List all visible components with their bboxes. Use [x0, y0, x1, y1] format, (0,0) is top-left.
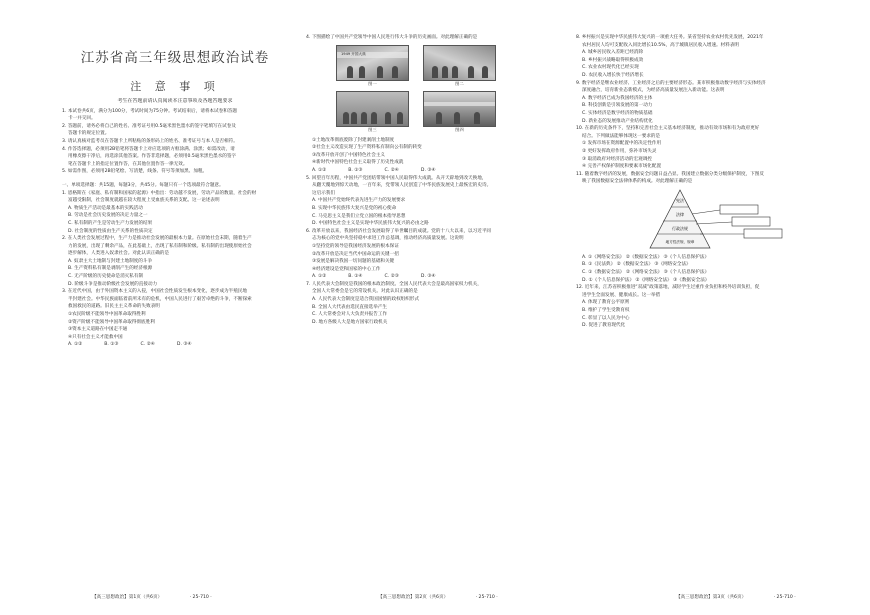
question-text: 7. 人民代表大会制度是我国的根本政治制度。全国人民代表大会是最高国家权力机关，	[306, 281, 482, 287]
question-text: 5. 回望百年历程，中国共产党团结带领中国人民取得伟大成就。从开天辟地到改天换地，	[306, 175, 487, 181]
photo-grid	[336, 45, 496, 133]
option: A. 体现了教育公平原则	[582, 300, 630, 306]
notice-list	[62, 108, 288, 176]
photo-figure-3	[336, 91, 409, 133]
figure-caption: 图二	[455, 80, 464, 86]
option: D. 地方各级人大是地方国家行政机关	[312, 319, 388, 325]
page-footer	[676, 594, 796, 600]
historical-photo	[336, 45, 409, 81]
statement: ②资产阶级不能领导中国革命取得彻底胜利	[68, 319, 155, 325]
footer-label: 【高三思想政治】第1页（共6页）	[92, 595, 163, 600]
answer-choices	[306, 167, 556, 175]
option: B. 劳动是社会历史发展的决定力量之一	[68, 213, 148, 219]
photo-figure-2	[423, 45, 496, 87]
question-text: 11. 随着数字经济的发展，数据安全问题日益凸显。我国建立数据分类分级保护制度，下图反	[576, 171, 764, 177]
question-text: 12. 近年来，江苏省积极推进“双减”政策落地，减轻学生过重作业负担和校外培训负担，促	[576, 285, 760, 291]
question-8	[576, 34, 862, 80]
notice-line: 2. 答题前，请务必将自己的姓名、准考证号用0.5毫米黑色墨水的签字笔填写在试卷及	[62, 123, 236, 129]
question-text: 半封建社会。中华民族面临着前所未有的危机，中国人民进行了艰苦卓绝的斗争，不断探索	[68, 296, 252, 302]
statement: ②改革开放是决定当代中国命运的关键一招	[312, 251, 399, 257]
option: A. ①②	[68, 342, 83, 348]
statement: ④经济建设是党和国家的中心工作	[312, 266, 381, 272]
statement: ④新时代中国特色社会主义取得了历史性成就	[312, 160, 404, 166]
notice-line: 答题卡的规定位置。	[68, 131, 110, 137]
footer-code: · 25-710 ·	[475, 595, 498, 600]
historical-photo	[336, 91, 409, 127]
option: C. ②④	[140, 342, 155, 348]
question-2	[62, 235, 288, 288]
option: D. 农民收入增长快于经济增长	[582, 72, 644, 78]
statement: ③ 取消政府对经济活动的宏观调控	[582, 156, 652, 162]
option: D. ③④	[420, 167, 436, 173]
question-text: 8. 乡村振兴是实现中华民族伟大复兴的一项重大任务。某省坚持农业农村优先发展，2021年	[576, 35, 764, 40]
notice-line: 卡一并交回。	[68, 116, 96, 122]
question-text: 志为核心的党中央坚持稳中求进工作总基调，推动经济高质量发展。这说明	[312, 236, 464, 242]
option: A. ①②	[312, 274, 327, 280]
option: B. 实现中华民族伟大复兴是党的初心使命	[312, 205, 397, 211]
statement: ④ 完善产权保护制度和要素市场化配置	[582, 164, 662, 170]
footer-code: · 25-710 ·	[773, 595, 796, 600]
option: A. 城乡居民收入差距已经消除	[582, 50, 644, 56]
question-text: 这启示我们	[312, 190, 335, 196]
question-1	[62, 190, 288, 236]
pyramid-level: 行政法规	[672, 225, 688, 231]
question-text: 结合。下列做法能够体现这一要求的是	[582, 133, 661, 139]
statement: ①农民阶级不能领导中国革命取得胜利	[68, 312, 146, 318]
question-text: 农村居民人均可支配收入同比增长10.5%，高于城镇居民收入增速。材料表明	[582, 42, 740, 48]
question-11	[576, 171, 862, 285]
option: A. ①②	[312, 167, 327, 173]
option: A. ①《网络安全法》 ②《数据安全法》 ③《个人信息保护法》	[582, 254, 709, 260]
statement: ① 发挥市场在资源配置中的决定性作用	[582, 141, 662, 147]
question-10	[576, 125, 862, 171]
option: D. 社会制度的性质由生产关系的性质决定	[68, 228, 153, 234]
notice-title: 注 意 事 项	[130, 80, 220, 93]
question-text: 10. 在新的历史条件下，坚持和完善社会主义基本经济制度，推动有效市场和有为政府更好	[576, 126, 760, 132]
question-5	[306, 175, 556, 228]
option: B. ①④	[348, 274, 363, 280]
page-2	[296, 0, 566, 615]
page-footer	[92, 594, 212, 600]
statement: ③改革开放开创了中国特色社会主义	[312, 152, 386, 158]
question-text: 进学生全面发展、健康成长。这一举措	[582, 292, 661, 298]
answer-choices	[306, 273, 556, 281]
photo-label: 1949 开国大典	[341, 51, 366, 56]
blank-box-2	[732, 217, 770, 226]
notice-line: 3. 请认真核对监考员在答题卡上所粘贴的条形码上的姓名、准考证号与本人是否相符。	[62, 138, 238, 144]
option: C. 彰显了以人民为中心	[582, 315, 630, 321]
option: B. 乡村振兴战略取得积极成效	[582, 57, 644, 63]
question-text: 从翻天覆地到惊天动地，一百年来，党带领人民创造了中华民族发展史上最恢宏的史诗。	[312, 183, 492, 189]
question-text: 逐步解体，人类进入奴隶社会。对此认识正确的是	[68, 251, 170, 257]
footer-label: 【高三思想政治】第2页（共6页）	[378, 595, 449, 600]
footer-code: · 25-710 ·	[189, 595, 212, 600]
option: D. 阶级斗争是推动阶级社会发展的直接动力	[68, 281, 158, 287]
notice-line: 笔在答题卡上的指定位置作答，在其他位置作答一律无效。	[68, 161, 188, 167]
blank-box-3	[744, 229, 782, 238]
blank-box-1	[720, 205, 758, 214]
notice-line: 1. 本试卷共6页，满分为100分，考试时间为75分钟。考试结束后，请将本试卷和答题	[62, 108, 237, 114]
option: D. 中国特色社会主义是实现中华民族伟大复兴的必由之路	[312, 221, 429, 227]
statement: ② 更好发挥政府作用，弥补市场失灵	[582, 148, 657, 154]
option: C. 实体经济是数字经济的物质基础	[582, 110, 653, 116]
notice-line: 5. 如需作图，必须用2B铅笔绘、写清楚，线条、符号等须加黑、加粗。	[62, 169, 208, 175]
figure-caption: 图三	[368, 126, 377, 132]
pyramid-level: 法律	[676, 211, 684, 217]
figure-caption: 图一	[368, 80, 377, 86]
option: B. 全国人大代表由选民直接选举产生	[312, 304, 387, 310]
historical-photo	[423, 91, 496, 127]
option: B. ①《民法典》 ②《数据安全法》 ③《网络安全法》	[582, 262, 691, 268]
option: C. 无产阶级的历史使命是消灭私有制	[68, 274, 144, 280]
question-text: 2. 在人类社会发展过程中，生产力是推动社会发展的最根本力量。在原始社会末期，随着生产	[62, 236, 252, 242]
question-text: 1. 恩格斯在《家庭、私有制和国家的起源》中指出：劳动越不发展，劳动产品的数量，社会的财	[62, 190, 257, 196]
statement: ①坚持党的领导是我国经济发展的根本保证	[312, 243, 399, 249]
question-text: 力的发展，出现了剩余产品，在此基础上，出现了私有制和阶级。私有制的出现使原始社会	[68, 243, 252, 249]
option: D. 促进了教育现代化	[582, 323, 626, 329]
figure-caption: 图四	[455, 126, 464, 132]
option: C. ①《数据安全法》 ②《网络安全法》 ③《个人信息保护法》	[582, 270, 710, 276]
statement: ④只有社会主义才能救中国	[68, 334, 123, 340]
pyramid-graphic	[646, 188, 816, 250]
question-7	[306, 281, 556, 327]
option: B. 生产资料私有制是剥削产生的经济根源	[68, 266, 153, 272]
question-text: 3. 在近代中国，由于外国资本主义的入侵，中国社会性质发生根本变化，逐步成为半殖民地	[62, 289, 248, 295]
option: B. 科技创新是引领发展的第一动力	[582, 103, 653, 109]
question-6	[306, 228, 556, 281]
option: D. 新业态的发展推动产业结构优化	[582, 118, 653, 124]
question-12	[576, 284, 862, 330]
option: B. ①③	[348, 167, 363, 173]
option: B. 维护了学生受教育权	[582, 308, 630, 314]
question-text: 6. 改革开放以来，我国经济社会发展取得了举世瞩目的成就。党的十八大以来，以习近平同	[306, 228, 492, 234]
page-footer	[378, 594, 498, 600]
option: C. 人大常委会对人大负责并报告工作	[312, 312, 388, 318]
question-9	[576, 80, 862, 126]
option: C. ②③	[384, 274, 399, 280]
legal-hierarchy-diagram	[646, 188, 816, 250]
notice-line: 用橡皮擦干净后，再选涂其他答案。作答非选择题，必须用0.5毫米黑色墨水的签字	[68, 154, 237, 160]
option: C. ②④	[384, 167, 399, 173]
page-1	[0, 0, 296, 615]
photo-figure-4	[423, 91, 496, 133]
photo-figure-1	[336, 45, 409, 87]
option: A. 中国共产党始终代表先进生产力的发展要求	[312, 198, 406, 204]
option: C. 马克思主义是我们立党立国的根本指导思想	[312, 213, 406, 219]
pyramid-level: 地方性法规、规章	[665, 239, 695, 244]
question-text: 深度融合，培育新业态新模式，为经济高质量发展注入新动能。这表明	[582, 88, 725, 94]
option: D. ①《个人信息保护法》 ②《网络安全法》 ③《数据安全法》	[582, 277, 710, 283]
historical-photo	[423, 45, 496, 81]
option: C. 私有制的产生是劳动生产力发展的结果	[68, 220, 153, 226]
option: C. 农业农村现代化已经实现	[582, 65, 639, 71]
question-3	[62, 288, 288, 349]
pyramid-level: 宪法	[676, 197, 684, 203]
option: A. 奴隶主大土地制与封建土地制度的斗争	[68, 258, 153, 264]
notice-line: 4. 作答选择题，必须用2B铅笔将答题卡上对应选项的方框涂满、涂黑；如需改动，请	[62, 146, 235, 152]
option: D. ③④	[176, 342, 192, 348]
option: A. 人民代表大会制度是适合我国国情的政权组织形式	[312, 297, 420, 303]
statement: ②社会主义改造实现了生产资料私有制向公有制的转变	[312, 145, 422, 151]
page-3	[566, 0, 870, 615]
section-heading: 一、单项选择题：共15题，每题3分，共45分。每题只有一个选项最符合题意。	[62, 182, 224, 188]
notice-subtitle: 考生在答题前请认真阅读本注意事项及各题答题要求	[117, 98, 233, 104]
statement: ①土地改革彻底废除了封建剥削土地制度	[312, 137, 395, 143]
footer-label: 【高三思想政治】第3页（共6页）	[676, 595, 747, 600]
statement: ③资本主义道路在中国走不通	[68, 327, 128, 333]
option: B. ①③	[104, 342, 119, 348]
question-text: 映了我国数据安全法律体系的构成。对此理解正确的是	[582, 179, 693, 185]
option: A. 数字经济已成为我国经济的主体	[582, 95, 653, 101]
question-text: 救国救民的道路。旧民主主义革命的失败表明	[68, 304, 160, 310]
option: A. 物质生产活动是最基本的实践活动	[68, 205, 143, 211]
statement: ③发展是解决我国一切问题的基础和关键	[312, 259, 395, 265]
exam-title: 江苏省高三年级思想政治试卷	[80, 50, 270, 66]
option: D. ③④	[420, 274, 436, 280]
question-text: 9. 数字经济是继农业经济、工业经济之后的主要经济形态。某市积极推动数字经济与实体经济	[576, 80, 766, 86]
answer-choices	[62, 341, 288, 349]
question-text: 4. 下图描绘了中国共产党领导中国人民进行伟大斗争的历史画面。对此理解正确的是	[306, 35, 478, 40]
question-text: 富越受限制，社会制度就越在较大程度上受血族关系的支配。这一论述表明	[68, 198, 220, 204]
question-text: 全国人大常委会是它的常设机关。对此认识正确的是	[312, 289, 418, 295]
